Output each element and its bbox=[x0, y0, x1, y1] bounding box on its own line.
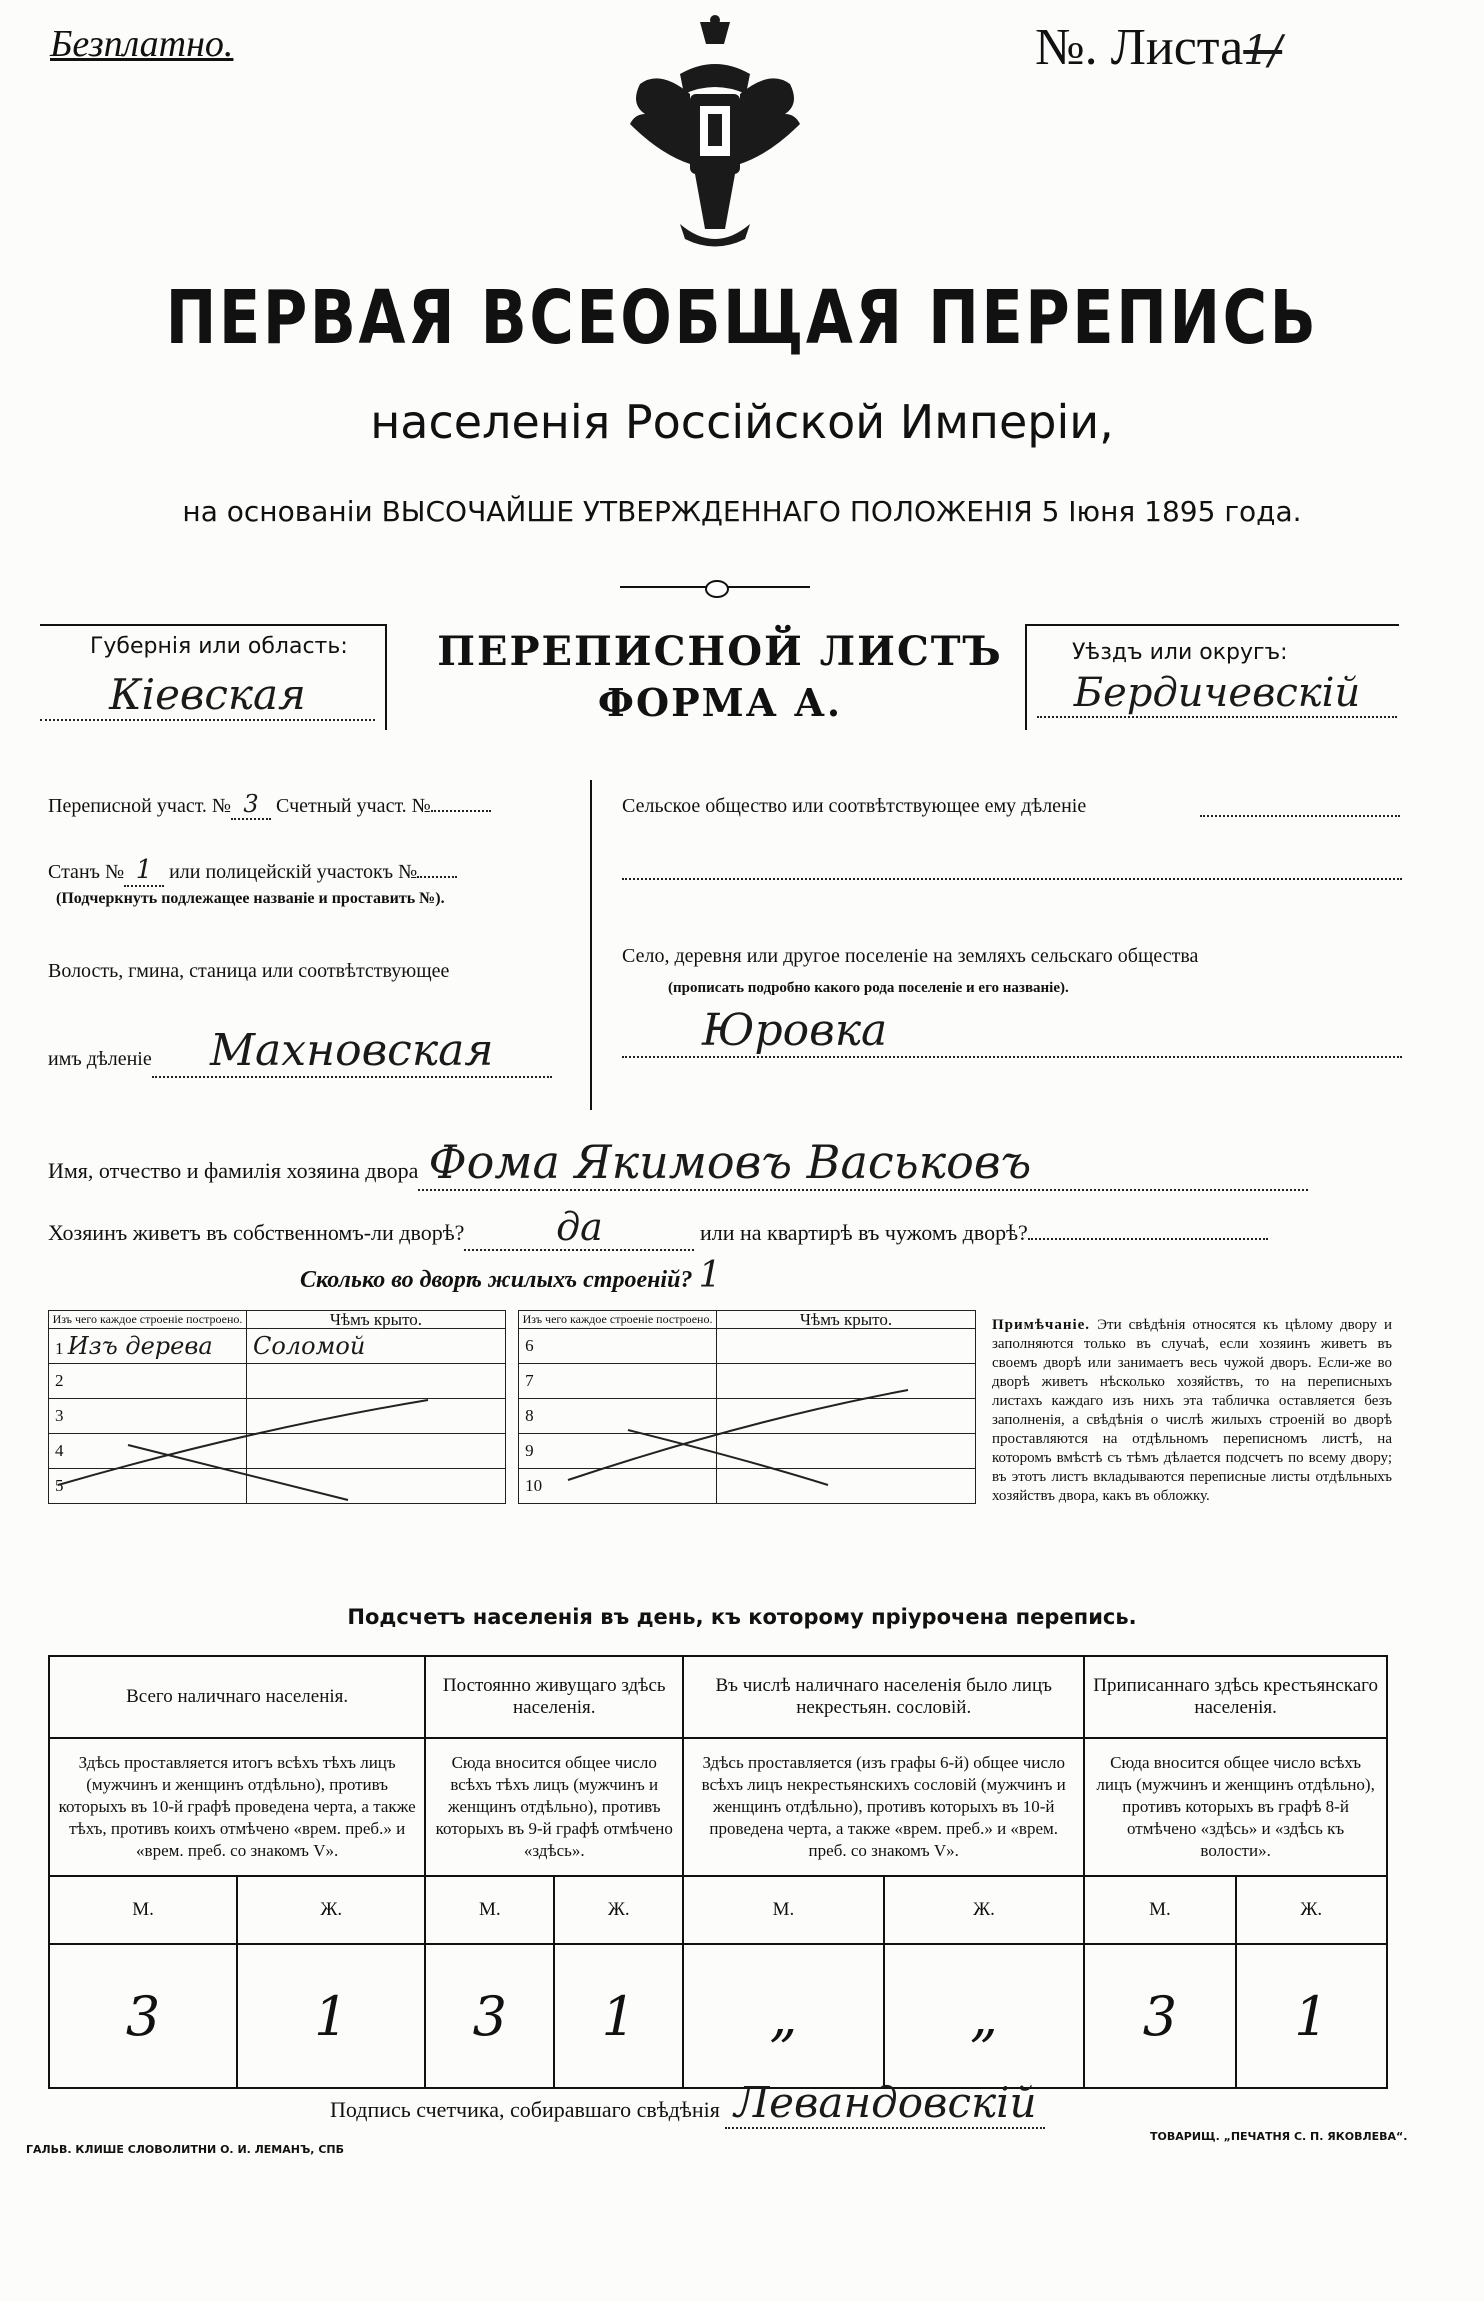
signature-label: Подпись счетчика, собиравшаго свѣдѣнія bbox=[330, 2097, 720, 2122]
col-head-registered: Приписаннаго здѣсь крестьянскаго населенія. bbox=[1084, 1656, 1387, 1738]
fields-divider bbox=[590, 780, 592, 1110]
col-desc-registered: Сюда вносится общее число всѣхъ лицъ (мужчинъ и женщинъ отдѣльно), противъ которыхъ въ графѣ 8-й отмѣчено «здѣсь» и «здѣсь къ волости». bbox=[1084, 1738, 1387, 1876]
volost-label: Волость, гмина, станица или соотвѣтствующее bbox=[48, 960, 450, 982]
table-row: 5 10 bbox=[49, 1469, 976, 1504]
nonpeasant-male-value: „ bbox=[683, 1944, 884, 2088]
owner-line bbox=[48, 1135, 1308, 1191]
uezd-value: Бердичевскій bbox=[1037, 670, 1397, 718]
selskoe-label: Сельское общество или соотвѣтствующее ему дѣленіе bbox=[622, 795, 1087, 817]
stan-line bbox=[48, 855, 457, 887]
buildings-table bbox=[48, 1310, 976, 1504]
col-desc-total: Здѣсь проставляется итогъ всѣхъ тѣхъ лицъ (мужчинъ и женщинъ отдѣльно), противъ которыхъ въ 10-й графѣ проведена черта, а также тѣхъ, противъ коихъ отмѣчено «врем. преб.» и «врем. преб. со знакомъ V». bbox=[49, 1738, 425, 1876]
col-desc-permanent: Сюда вносится общее число всѣхъ тѣхъ лицъ (мужчинъ и женщинъ отдѣльно), противъ которыхъ въ 9-й графѣ отмѣчено «здѣсь». bbox=[425, 1738, 683, 1876]
basis-line: на основаніи ВЫСОЧАЙШЕ УТВЕРЖДЕННАГО ПОЛОЖЕНІЯ 5 Іюня 1895 года. bbox=[182, 495, 1302, 528]
underline-note: (Подчеркнуть подлежащее названіе и проставить №). bbox=[56, 890, 445, 907]
selo-label: Село, деревня или другое поселеніе на земляхъ сельскаго общества bbox=[622, 945, 1199, 967]
own-yard-line bbox=[48, 1205, 1268, 1251]
double-headed-eagle-emblem bbox=[620, 14, 810, 254]
uchast-line bbox=[48, 790, 491, 820]
buildings-label: Сколько во дворѣ жилыхъ строеній? bbox=[300, 1267, 693, 1293]
col-roof-right: Чѣмъ крыто. bbox=[717, 1311, 976, 1329]
gubernia-label: Губернія или область: bbox=[90, 634, 348, 659]
strike-through-marks bbox=[48, 1310, 976, 1555]
permanent-female-value: 1 bbox=[554, 1944, 683, 2088]
volost-value: Махновская bbox=[152, 1025, 552, 1078]
note-block bbox=[992, 1316, 1392, 1506]
uezd-box bbox=[1025, 624, 1399, 730]
selo-value: Юровка bbox=[622, 1005, 1402, 1058]
m-label: М. bbox=[49, 1876, 237, 1944]
col-roof-left: Чѣмъ крыто. bbox=[246, 1311, 505, 1329]
owner-label: Имя, отчество и фамилія хозяина двора bbox=[48, 1158, 419, 1183]
stan-label: Станъ № bbox=[48, 861, 125, 883]
table-row: 2 7 bbox=[49, 1364, 976, 1399]
schetny-label: Счетный участ. № bbox=[276, 795, 431, 817]
m-label: М. bbox=[425, 1876, 554, 1944]
note-title: Примѣчаніе. bbox=[992, 1317, 1091, 1333]
signature-line bbox=[330, 2078, 1045, 2129]
volost-label-2: имъ дѣленіе bbox=[48, 1048, 152, 1070]
total-male-value: 3 bbox=[49, 1944, 237, 2088]
col-head-nonpeasant: Въ числѣ наличнаго населенія было лицъ некрестьян. сословій. bbox=[683, 1656, 1084, 1738]
own-yard-label: Хозяинъ живетъ въ собственномъ-ли дворѣ? bbox=[48, 1220, 465, 1245]
volost-line bbox=[48, 1025, 552, 1078]
sheet-number bbox=[1035, 18, 1282, 77]
gubernia-box bbox=[40, 624, 387, 730]
permanent-male-value: 3 bbox=[425, 1944, 554, 2088]
uchast-value: 3 bbox=[231, 790, 271, 820]
f-label: Ж. bbox=[237, 1876, 425, 1944]
m-label: М. bbox=[1084, 1876, 1235, 1944]
buildings-value: 1 bbox=[698, 1255, 722, 1296]
col-head-permanent: Постоянно живущаго здѣсь населенія. bbox=[425, 1656, 683, 1738]
selskoe-line-2 bbox=[622, 878, 1402, 880]
apartment-label: или на квартирѣ въ чужомъ дворѣ? bbox=[699, 1220, 1028, 1245]
col-built-right: Изъ чего каждое строеніе построено. bbox=[519, 1311, 717, 1329]
f-label: Ж. bbox=[884, 1876, 1085, 1944]
population-title: Подсчетъ населенія въ день, къ которому пріурочена перепись. bbox=[347, 1605, 1137, 1629]
table-row: 4 9 bbox=[49, 1434, 976, 1469]
footer-right: ТОВАРИЩ. „ПЕЧАТНЯ С. П. ЯКОВЛЕВА“. bbox=[1150, 2130, 1408, 2143]
ornament-divider bbox=[620, 580, 810, 594]
buildings-line bbox=[300, 1255, 721, 1296]
sheet-number-label: №. Листа bbox=[1035, 19, 1244, 76]
form-subtitle: ФОРМА А. bbox=[597, 680, 843, 725]
own-yard-value: да bbox=[464, 1205, 694, 1251]
nonpeasant-female-value: „ bbox=[884, 1944, 1085, 2088]
selskoe-line-1 bbox=[1200, 815, 1400, 817]
f-label: Ж. bbox=[1236, 1876, 1387, 1944]
subtitle: населенія Россійской Имперіи, bbox=[370, 395, 1114, 449]
signature-value: Левандовскій bbox=[725, 2078, 1045, 2129]
m-label: М. bbox=[683, 1876, 884, 1944]
footer-left: ГАЛЬВ. КЛИШЕ СЛОВОЛИТНИ О. И. ЛЕМАНЪ, СПБ bbox=[26, 2143, 344, 2156]
uchast-label: Переписной участ. № bbox=[48, 795, 232, 817]
roof-value: Соломой bbox=[246, 1329, 505, 1364]
owner-value: Фома Якимовъ Васьковъ bbox=[418, 1135, 1308, 1191]
f-label: Ж. bbox=[554, 1876, 683, 1944]
col-head-total: Всего наличнаго населенія. bbox=[49, 1656, 425, 1738]
table-row: 3 8 bbox=[49, 1399, 976, 1434]
form-title: ПЕРЕПИСНОЙ ЛИСТЪ bbox=[437, 628, 1003, 675]
col-desc-nonpeasant: Здѣсь проставляется (изъ графы 6-й) общее число всѣхъ лицъ некрестьянскихъ сословій (мужчинъ и женщинъ отдѣльно), противъ которыхъ въ 10-й проведена черта, а также «врем. преб.» и «врем. преб. со знакомъ V». bbox=[683, 1738, 1084, 1876]
free-label: Безплатно. bbox=[50, 23, 234, 65]
main-title: ПЕРВАЯ ВСЕОБЩАЯ ПЕРЕПИСЬ bbox=[165, 275, 1319, 361]
registered-male-value: 3 bbox=[1084, 1944, 1235, 2088]
police-label: или полицейскій участокъ № bbox=[169, 861, 418, 883]
col-built-left: Изъ чего каждое строеніе построено. bbox=[49, 1311, 247, 1329]
table-row: 1 Изъ дерева Соломой 6 bbox=[49, 1329, 976, 1364]
gubernia-value: Кіевская bbox=[40, 670, 375, 721]
stan-value: 1 bbox=[124, 855, 164, 887]
note-text: Эти свѣдѣнія относятся къ цѣлому двору и заполняются только въ случаѣ, если хозяинъ живетъ въ своемъ дворѣ или занимаетъ весь чужой дворъ. Если-же во дворѣ живетъ нѣсколько хозяйствъ, то на переписныхъ листахъ каждаго изъ нихъ эта табличка оставляется безъ заполненія, а свѣдѣнія о числѣ жилыхъ строеній во дворѣ проставляются на отдѣльномъ переписномъ листѣ, на которомъ вмѣстѣ съ тѣмъ дѣлается подсчетъ по всему двору; въ этотъ листъ вкладываются переписные листы отдѣльныхъ хозяйствъ двора, какъ въ обложку. bbox=[992, 1317, 1393, 1504]
selo-note: (прописать подробно какого рода поселеніе и его названіе). bbox=[668, 980, 1069, 996]
uezd-label: Уѣздъ или округъ: bbox=[1072, 640, 1288, 665]
total-female-value: 1 bbox=[237, 1944, 425, 2088]
sheet-number-value: 1/ bbox=[1243, 28, 1283, 74]
registered-female-value: 1 bbox=[1236, 1944, 1387, 2088]
population-table bbox=[48, 1655, 1388, 2089]
built-value: Изъ дерева bbox=[67, 1332, 213, 1360]
